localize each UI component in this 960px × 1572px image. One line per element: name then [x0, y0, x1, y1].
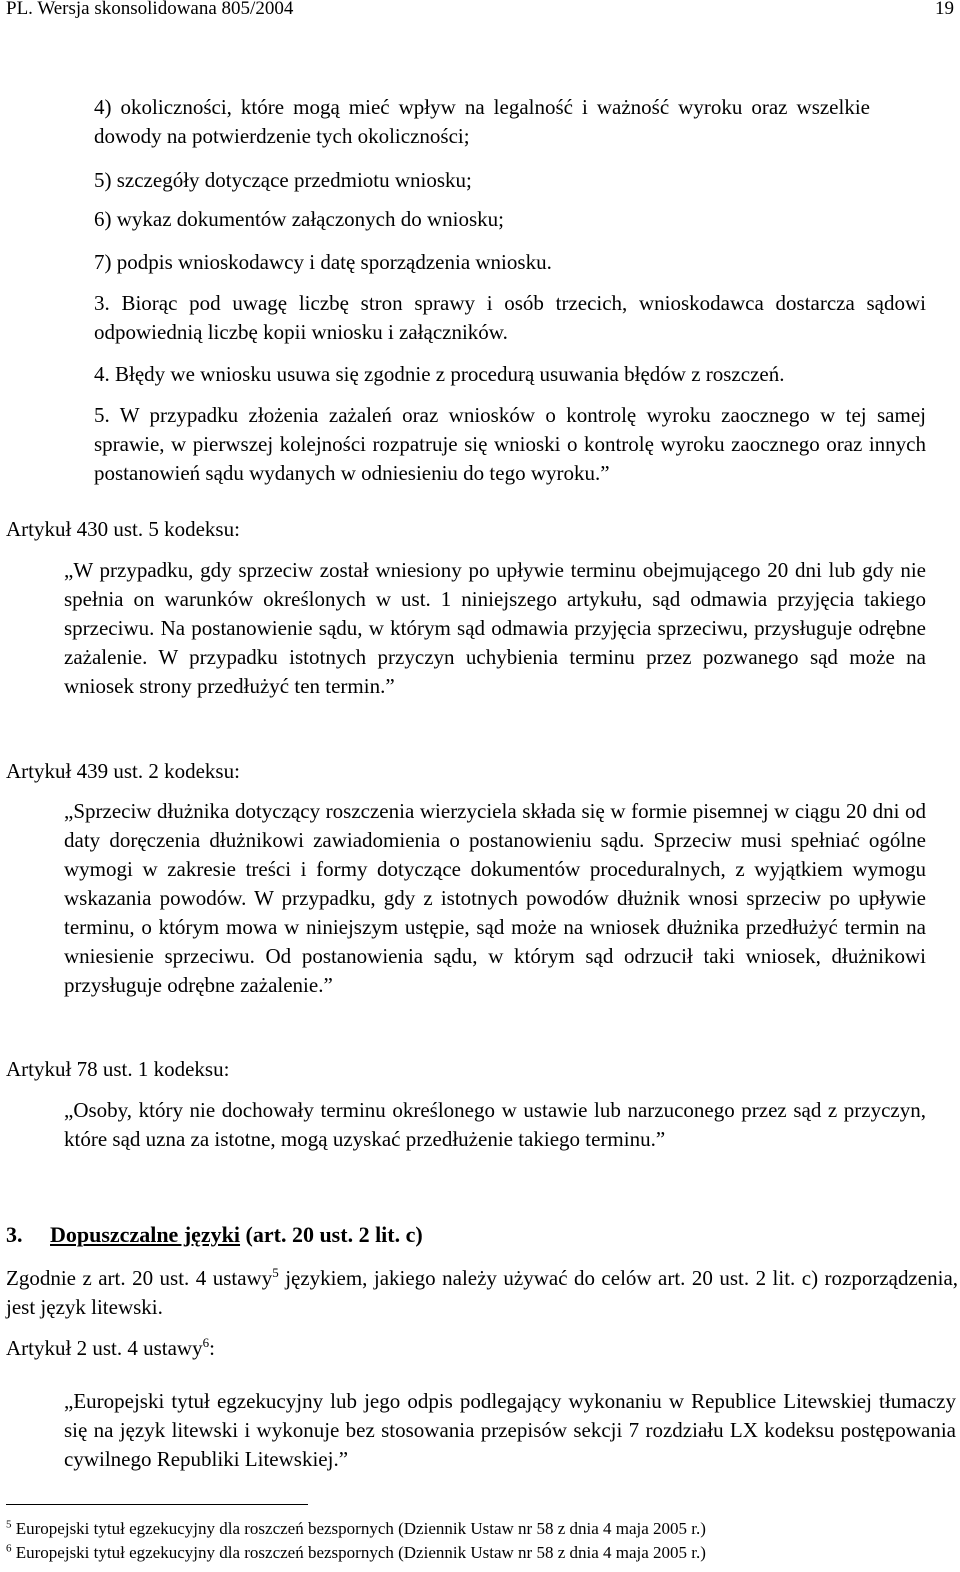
paragraph-3: 3. Biorąc pod uwagę liczbę stron sprawy i osób trzecich, wnioskodawca dostarcza sądowi odpowiednią liczbę kopii wniosku i załączników.: [94, 291, 926, 344]
page-number: 19: [935, 0, 954, 19]
article-78-quote: „Osoby, który nie dochowały terminu określonego w ustawie lub narzuconego przez sąd z przyczyn, które sąd uzna za istotne, mogą uzyskać przedłużenie takiego terminu.”: [64, 1098, 926, 1151]
section-heading: [6, 1222, 423, 1248]
article-2-heading-colon: :: [209, 1336, 215, 1360]
article-439-heading: Artykuł 439 ust. 2 kodeksu:: [6, 759, 240, 783]
page-header: [0, 0, 960, 24]
document-title: PL. Wersja skonsolidowana 805/2004: [6, 0, 294, 19]
section-title: Dopuszczalne języki: [50, 1222, 241, 1247]
paragraph-zgodnie-text-cont: językiem, jakiego należy używać do celów art. 20 ust. 2 lit. c) rozporządzenia, jest język litewski.: [6, 1266, 959, 1319]
article-430-quote: „W przypadku, gdy sprzeciw został wniesiony po upływie terminu obejmującego 20 dni lub gdy nie spełnia on warunków określonych w ust. 1 niniejszego artykułu, sąd odmawia przyjęcia takiego sprzeciwu. Na postanowienie sądu, w którym sąd odmawia przyjęcia sprzeciwu, przysługuje odrębne zażalenie. W przypadku istotnych przyczyn uchybienia terminu przez pozwanego sąd może na wniosek strony przedłużyć ten termin.”: [64, 558, 926, 698]
list-item: 6) wykaz dokumentów załączonych do wniosku;: [94, 207, 504, 231]
article-2-heading-text: Artykuł 2 ust. 4 ustawy: [6, 1336, 203, 1360]
footnote-number: 5: [6, 1518, 12, 1531]
footnote-ref-5[interactable]: 5: [272, 1265, 279, 1280]
footnote-6: [6, 1543, 706, 1563]
footnote-separator: [6, 1504, 308, 1505]
paragraph-5: 5. W przypadku złożenia zażaleń oraz wniosków o kontrolę wyroku zaocznego w tej samej sprawie, w pierwszej kolejności rozpatruje się wnioski o kontrolę wyroku zaocznego oraz innych postanowień sądu wydanych w odniesieniu do tego wyroku.”: [94, 403, 926, 485]
list-item: 4) okoliczności, które mogą mieć wpływ na legalność i ważność wyroku oraz wszelkie dowody na potwierdzenie tych okoliczności;: [94, 95, 870, 148]
article-78-heading: Artykuł 78 ust. 1 kodeksu:: [6, 1057, 230, 1081]
section-number: 3.: [6, 1222, 23, 1247]
list-item: 7) podpis wnioskodawcy i datę sporządzenia wniosku.: [94, 250, 552, 274]
paragraph-zgodnie-text: Zgodnie z art. 20 ust. 4 ustawy: [6, 1266, 273, 1290]
list-item: 5) szczegóły dotyczące przedmiotu wniosku;: [94, 168, 472, 192]
paragraph-4: 4. Błędy we wniosku usuwa się zgodnie z procedurą usuwania błędów z roszczeń.: [94, 362, 785, 386]
article-2-heading: [6, 1334, 215, 1363]
article-430-heading: Artykuł 430 ust. 5 kodeksu:: [6, 517, 240, 541]
footnote-text: Europejski tytuł egzekucyjny dla roszczeń bezspornych (Dziennik Ustaw nr 58 z dnia 4 maja 2005 r.): [15, 1519, 706, 1538]
footnote-text: Europejski tytuł egzekucyjny dla roszczeń bezspornych (Dziennik Ustaw nr 58 z dnia 4 maja 2005 r.): [15, 1543, 706, 1562]
footnote-5: [6, 1519, 706, 1539]
paragraph-zgodnie: [6, 1264, 958, 1322]
article-2-quote: „Europejski tytuł egzekucyjny lub jego odpis podlegający wykonaniu w Republice Litewskiej tłumaczy się na język litewski i wykonuje bez stosowania przepisów sekcji 7 rozdziału LX kodeksu postępowania cywilnego Republiki Litewskiej.”: [64, 1389, 956, 1471]
article-439-quote: „Sprzeciw dłużnika dotyczący roszczenia wierzyciela składa się w formie pisemnej w ciągu 20 dni od daty doręczenia dłużnikowi zawiadomienia o postanowieniu sądu. Sprzeciw musi spełniać ogólne wymogi w zakresie treści i formy dotyczące dokumentów proceduralnych, z wyjątkiem wymogu wskazania powodów. W przypadku, gdy z istotnych powodów dłużnik wnosi sprzeciw po upływie terminu, o którym mowa w niniejszym ustępie, sąd może na wniosek dłużnika przedłużyć termin na wniesienie sprzeciwu. Od postanowienia sądu, w którym sąd odrzucił taki wniosek, dłużnikowi przysługuje odrębne zażalenie.”: [64, 799, 926, 997]
section-reference: (art. 20 ust. 2 lit. c): [245, 1222, 423, 1247]
footnote-number: 6: [6, 1542, 12, 1555]
footnote-ref-6[interactable]: 6: [202, 1335, 210, 1350]
